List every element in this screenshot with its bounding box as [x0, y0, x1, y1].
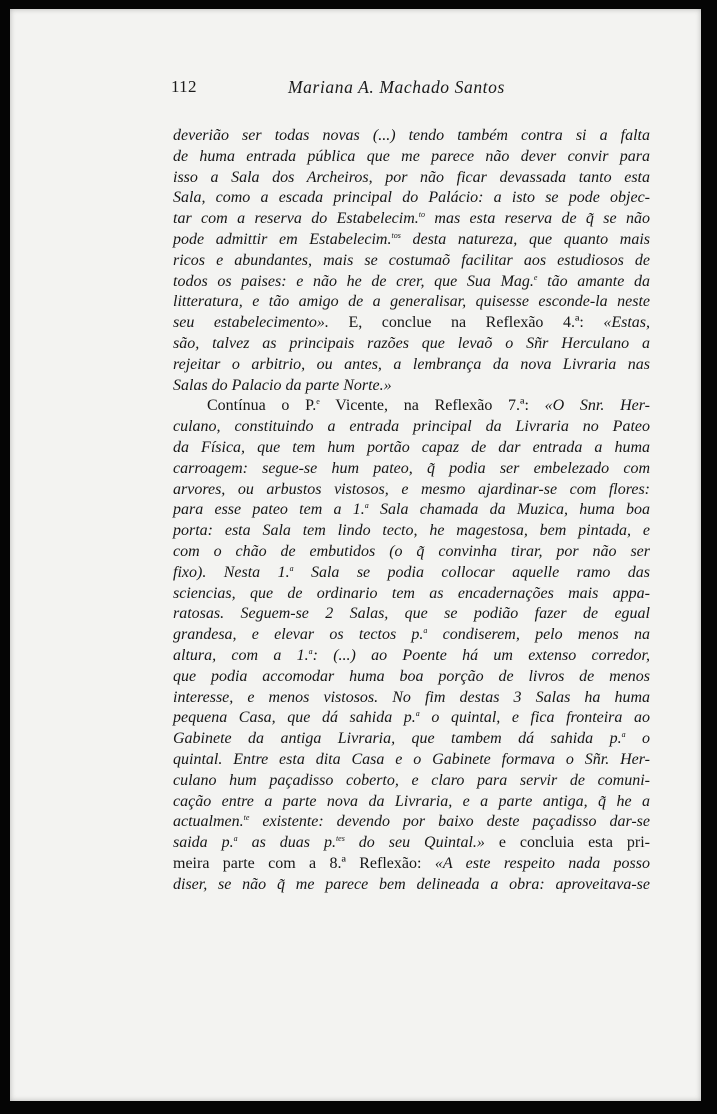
text-line: [173, 147, 650, 168]
text-segment: grandesa, e elevar os tectos p.: [173, 626, 424, 644]
text-segment: as duas p.: [237, 834, 336, 852]
superscript-abbrev: a: [289, 563, 294, 573]
page-number: 112: [171, 77, 197, 96]
running-title: Mariana A. Machado Santos: [288, 77, 505, 97]
book-page: [10, 9, 701, 1101]
text-segment: de huma entrada pública que me parece não dever convir para: [173, 147, 650, 165]
text-segment: Vicente, na Reflexão 7.ª:: [319, 397, 545, 415]
text-segment: o quintal, e fica fronteira ao: [419, 709, 650, 727]
text-segment: isso a Sala dos Archeiros, por não ficar devassada tanto esta: [173, 168, 650, 186]
text-segment: litteratura, e tão amigo de a generalisar, quisesse esconde-la neste: [173, 293, 650, 311]
page-header: [10, 77, 701, 103]
text-segment: «O Snr. Her-: [544, 397, 651, 415]
text-segment: o: [625, 730, 651, 748]
text-line: [173, 417, 650, 438]
text-line: [173, 292, 650, 313]
superscript-abbrev: e: [316, 397, 320, 407]
text-segment: da Física, que tem hum portão capaz de dar entrada a huma: [173, 438, 650, 456]
text-line: [173, 875, 650, 896]
text-line: [173, 251, 650, 272]
text-segment: Sala se podia collocar aquelle ramo das: [293, 563, 651, 581]
text-line: [173, 646, 650, 667]
text-line: [173, 521, 650, 542]
text-segment: culano, constituindo a entrada principal da Livraria no Pateo: [173, 418, 650, 436]
text-segment: sciencias, que de ordinario tem as encadernações mais appa-: [173, 584, 650, 602]
text-line: [173, 854, 650, 875]
text-segment: meira parte com a 8.ª Reflexão:: [173, 854, 435, 872]
text-segment: pequena Casa, que dá sahida p.: [173, 709, 416, 727]
superscript-abbrev: a: [308, 646, 313, 656]
text-line: [173, 563, 650, 584]
text-segment: rejeitar o arbitrio, ou antes, a lembrança da nova Livraria nas: [173, 355, 650, 373]
text-segment: pode admittir em Estabelecim.: [173, 230, 392, 248]
text-line: [173, 272, 650, 293]
text-line: [173, 771, 650, 792]
text-line: [173, 500, 650, 521]
text-segment: tão amante da: [537, 272, 651, 290]
text-segment: desta natureza, que quanto mais: [400, 230, 651, 248]
text-segment: altura, com a 1.: [173, 646, 309, 664]
text-segment: carroagem: segue-se hum pateo, q̃ podia ser embelezado com: [173, 459, 650, 477]
text-line: [173, 396, 650, 417]
text-segment: cação entre a parte nova da Livraria, e a parte antiga, q̃ he a: [173, 792, 650, 810]
superscript-abbrev: a: [423, 626, 428, 636]
text-segment: ratosas. Seguem-se 2 Salas, que se podião fazer de egual: [173, 605, 650, 623]
text-line: [173, 376, 650, 397]
text-segment: porta: esta Sala tem lindo tecto, he magestosa, bem pintada, e: [173, 522, 650, 540]
text-segment: «Estas,: [603, 314, 651, 332]
text-segment: Sala chamada da Muzica, huma boa: [368, 501, 650, 519]
text-segment: deverião ser todas novas (...) tendo também contra si a falta: [173, 127, 650, 144]
text-segment: que podia accomodar huma boa porção de livros de menos: [173, 667, 650, 685]
text-segment: Contínua o P.: [207, 397, 317, 415]
text-segment: tar com a reserva do Estabelecim.: [173, 210, 419, 228]
superscript-abbrev: a: [621, 730, 626, 740]
text-line: [173, 688, 650, 709]
text-segment: quintal. Entre esta dita Casa e o Gabinete formava o Sñr. Her-: [173, 750, 650, 768]
superscript-abbrev: tos: [391, 230, 401, 240]
text-segment: actualmen.: [173, 813, 244, 831]
text-segment: Salas do Palacio da parte Norte.»: [173, 376, 392, 394]
text-line: [173, 480, 650, 501]
text-line: [173, 168, 650, 189]
text-segment: E, conclue na Reflexão 4.ª:: [328, 314, 604, 332]
text-line: [173, 209, 650, 230]
superscript-abbrev: tes: [335, 834, 345, 844]
text-segment: todos os paises: e não he de crer, que Sua Mag.: [173, 272, 534, 290]
superscript-abbrev: te: [243, 813, 250, 823]
text-segment: : (...) ao Poente há um extenso corredor,: [312, 646, 650, 664]
text-segment: «A este respeito nada posso: [434, 854, 651, 872]
text-line: [173, 625, 650, 646]
text-line: [173, 126, 650, 147]
text-segment: diser, se não q̃ me parece bem delineada a obra: aproveitava-se: [173, 875, 650, 893]
text-segment: do seu Quintal.»: [344, 834, 485, 852]
text-line: [173, 604, 650, 625]
text-segment: seu estabelecimento».: [173, 314, 329, 332]
text-segment: são, talvez as principais razões que levaõ o Sñr Herculano a: [173, 334, 650, 352]
text-segment: existente: devendo por baixo deste paçadisso dar-se: [249, 813, 650, 831]
text-line: [173, 792, 650, 813]
text-line: [173, 188, 650, 209]
text-line: [173, 584, 650, 605]
superscript-abbrev: e: [533, 272, 538, 282]
superscript-abbrev: a: [364, 501, 369, 511]
text-line: [173, 542, 650, 563]
text-segment: para esse pateo tem a 1.: [173, 501, 365, 519]
text-line: [173, 355, 650, 376]
text-line: [173, 334, 650, 355]
text-segment: condiserem, pelo menos na: [427, 626, 651, 644]
text-segment: saida p.: [173, 834, 234, 852]
text-segment: e concluia esta pri-: [484, 834, 650, 852]
text-line: [173, 750, 650, 771]
text-segment: fixo). Nesta 1.: [173, 563, 290, 581]
text-line: [173, 313, 650, 334]
text-line: [173, 812, 650, 833]
text-segment: mas esta reserva de q̃ se não: [425, 210, 650, 228]
text-line: [173, 459, 650, 480]
text-line: [173, 708, 650, 729]
text-segment: ricos e abundantes, mais se costumaõ facilitar aos estudiosos de: [173, 251, 650, 269]
text-segment: Gabinete da antiga Livraria, que tambem dá sahida p.: [173, 730, 622, 748]
body-text: [173, 126, 650, 895]
text-line: [173, 729, 650, 750]
superscript-abbrev: a: [415, 709, 420, 719]
text-segment: arvores, ou arbustos vistosos, e mesmo ajardinar-se com flores:: [173, 480, 650, 498]
text-segment: Sala, como a escada principal do Palácio: a isto se pode objec-: [173, 189, 650, 207]
text-line: [173, 667, 650, 688]
text-segment: interesse, e menos vistosos. No fim destas 3 Salas ha huma: [173, 688, 650, 706]
text-segment: com o chão de embutidos (o q̃ convinha tirar, por não ser: [173, 542, 650, 560]
text-line: [173, 438, 650, 459]
text-segment: culano hum paçadisso coberto, e claro para servir de comuni-: [173, 771, 650, 789]
superscript-abbrev: to: [418, 210, 426, 220]
text-line: [173, 230, 650, 251]
text-line: [173, 833, 650, 854]
superscript-abbrev: a: [233, 834, 238, 844]
